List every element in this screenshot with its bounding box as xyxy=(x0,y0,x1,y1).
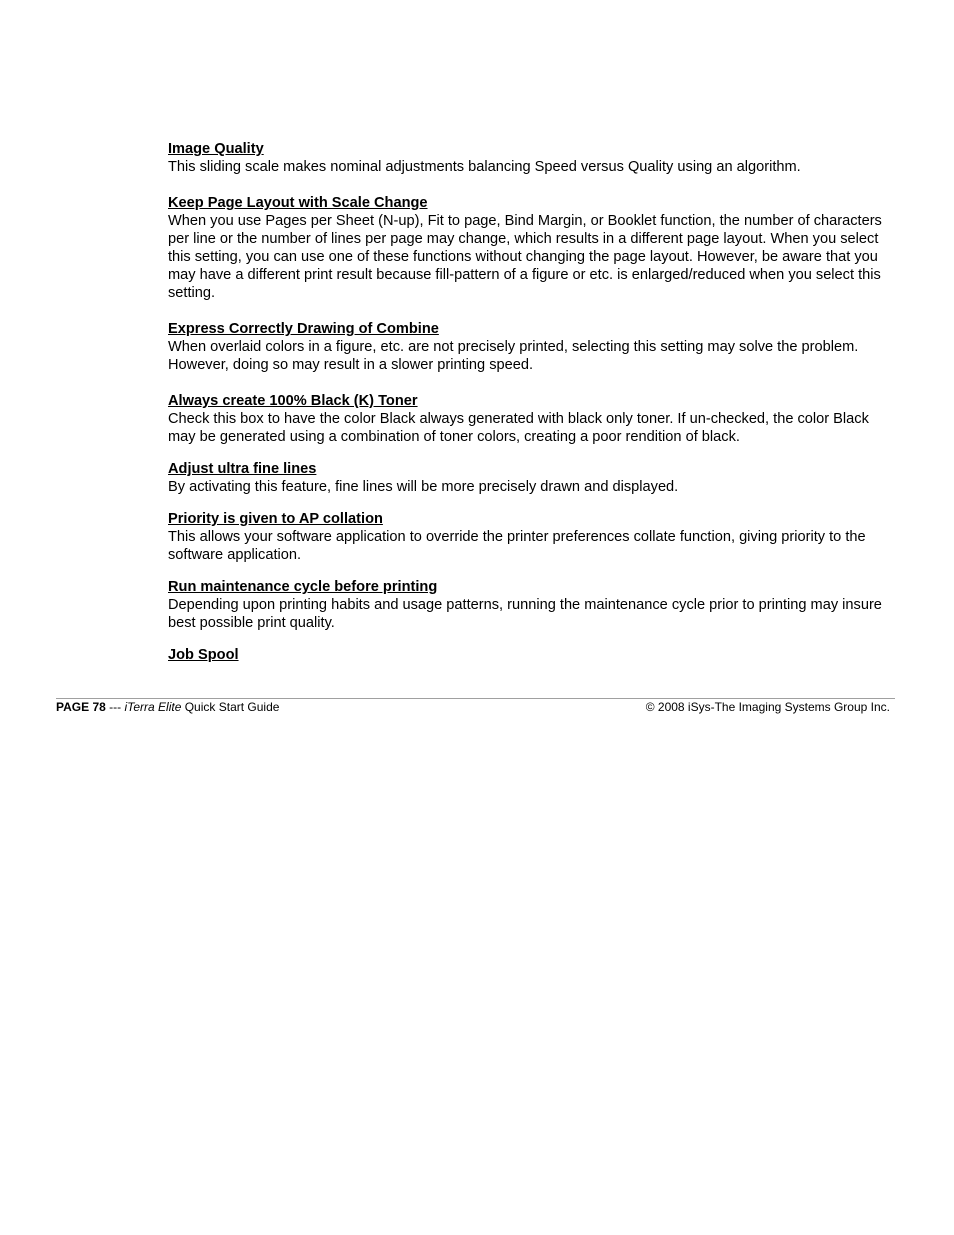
section-black-toner xyxy=(168,392,896,446)
footer-page-info xyxy=(56,700,279,715)
section-fine-lines xyxy=(168,460,896,496)
section-image-quality xyxy=(168,140,896,176)
section-body: Depending upon printing habits and usage patterns, running the maintenance cycle prior to printing may insure best possible print quality. xyxy=(168,597,882,631)
section-title: Keep Page Layout with Scale Change xyxy=(168,195,428,211)
section-job-spool xyxy=(168,646,896,664)
section-title: Adjust ultra fine lines xyxy=(168,461,317,477)
section-keep-page-layout xyxy=(168,194,896,302)
section-title: Priority is given to AP collation xyxy=(168,511,383,527)
section-body: When you use Pages per Sheet (N-up), Fit to page, Bind Margin, or Booklet function, the number of characters per line or the number of lines per page may change, which results in a different page layout. When you select this setting, you can use one of these functions without changing the page layout. However, be aware that you may have a different print result because fill-pattern of a figure or etc. is enlarged/reduced when you select this setting. xyxy=(168,213,882,301)
copyright-notice: © 2008 iSys-The Imaging Systems Group Inc. xyxy=(645,700,890,714)
section-body: Check this box to have the color Black always generated with black only toner. If un-checked, the color Black may be generated using a combination of toner colors, creating a poor rendition of black. xyxy=(168,411,869,445)
document-content xyxy=(168,140,896,664)
section-body: When overlaid colors in a figure, etc. are not precisely printed, selecting this setting may solve the problem. However, doing so may result in a slower printing speed. xyxy=(168,339,859,373)
section-title: Express Correctly Drawing of Combine xyxy=(168,321,439,337)
page-number: PAGE 78 xyxy=(56,700,106,714)
section-body: This sliding scale makes nominal adjustments balancing Speed versus Quality using an algorithm. xyxy=(168,159,801,175)
footer-divider xyxy=(56,698,895,699)
product-name: iTerra Elite xyxy=(124,700,182,714)
section-title: Run maintenance cycle before printing xyxy=(168,579,438,595)
section-body: This allows your software application to override the printer preferences collate function, giving priority to the software application. xyxy=(168,529,866,563)
section-maintenance-cycle xyxy=(168,578,896,632)
guide-name: Quick Start Guide xyxy=(181,700,280,714)
section-title: Image Quality xyxy=(168,141,264,157)
section-title: Job Spool xyxy=(168,647,239,663)
section-title: Always create 100% Black (K) Toner xyxy=(168,393,418,409)
section-express-correctly-drawing xyxy=(168,320,896,374)
section-body: By activating this feature, fine lines will be more precisely drawn and displayed. xyxy=(168,479,679,495)
footer-separator: --- xyxy=(105,700,125,714)
page-footer xyxy=(56,700,890,715)
section-ap-collation xyxy=(168,510,896,564)
